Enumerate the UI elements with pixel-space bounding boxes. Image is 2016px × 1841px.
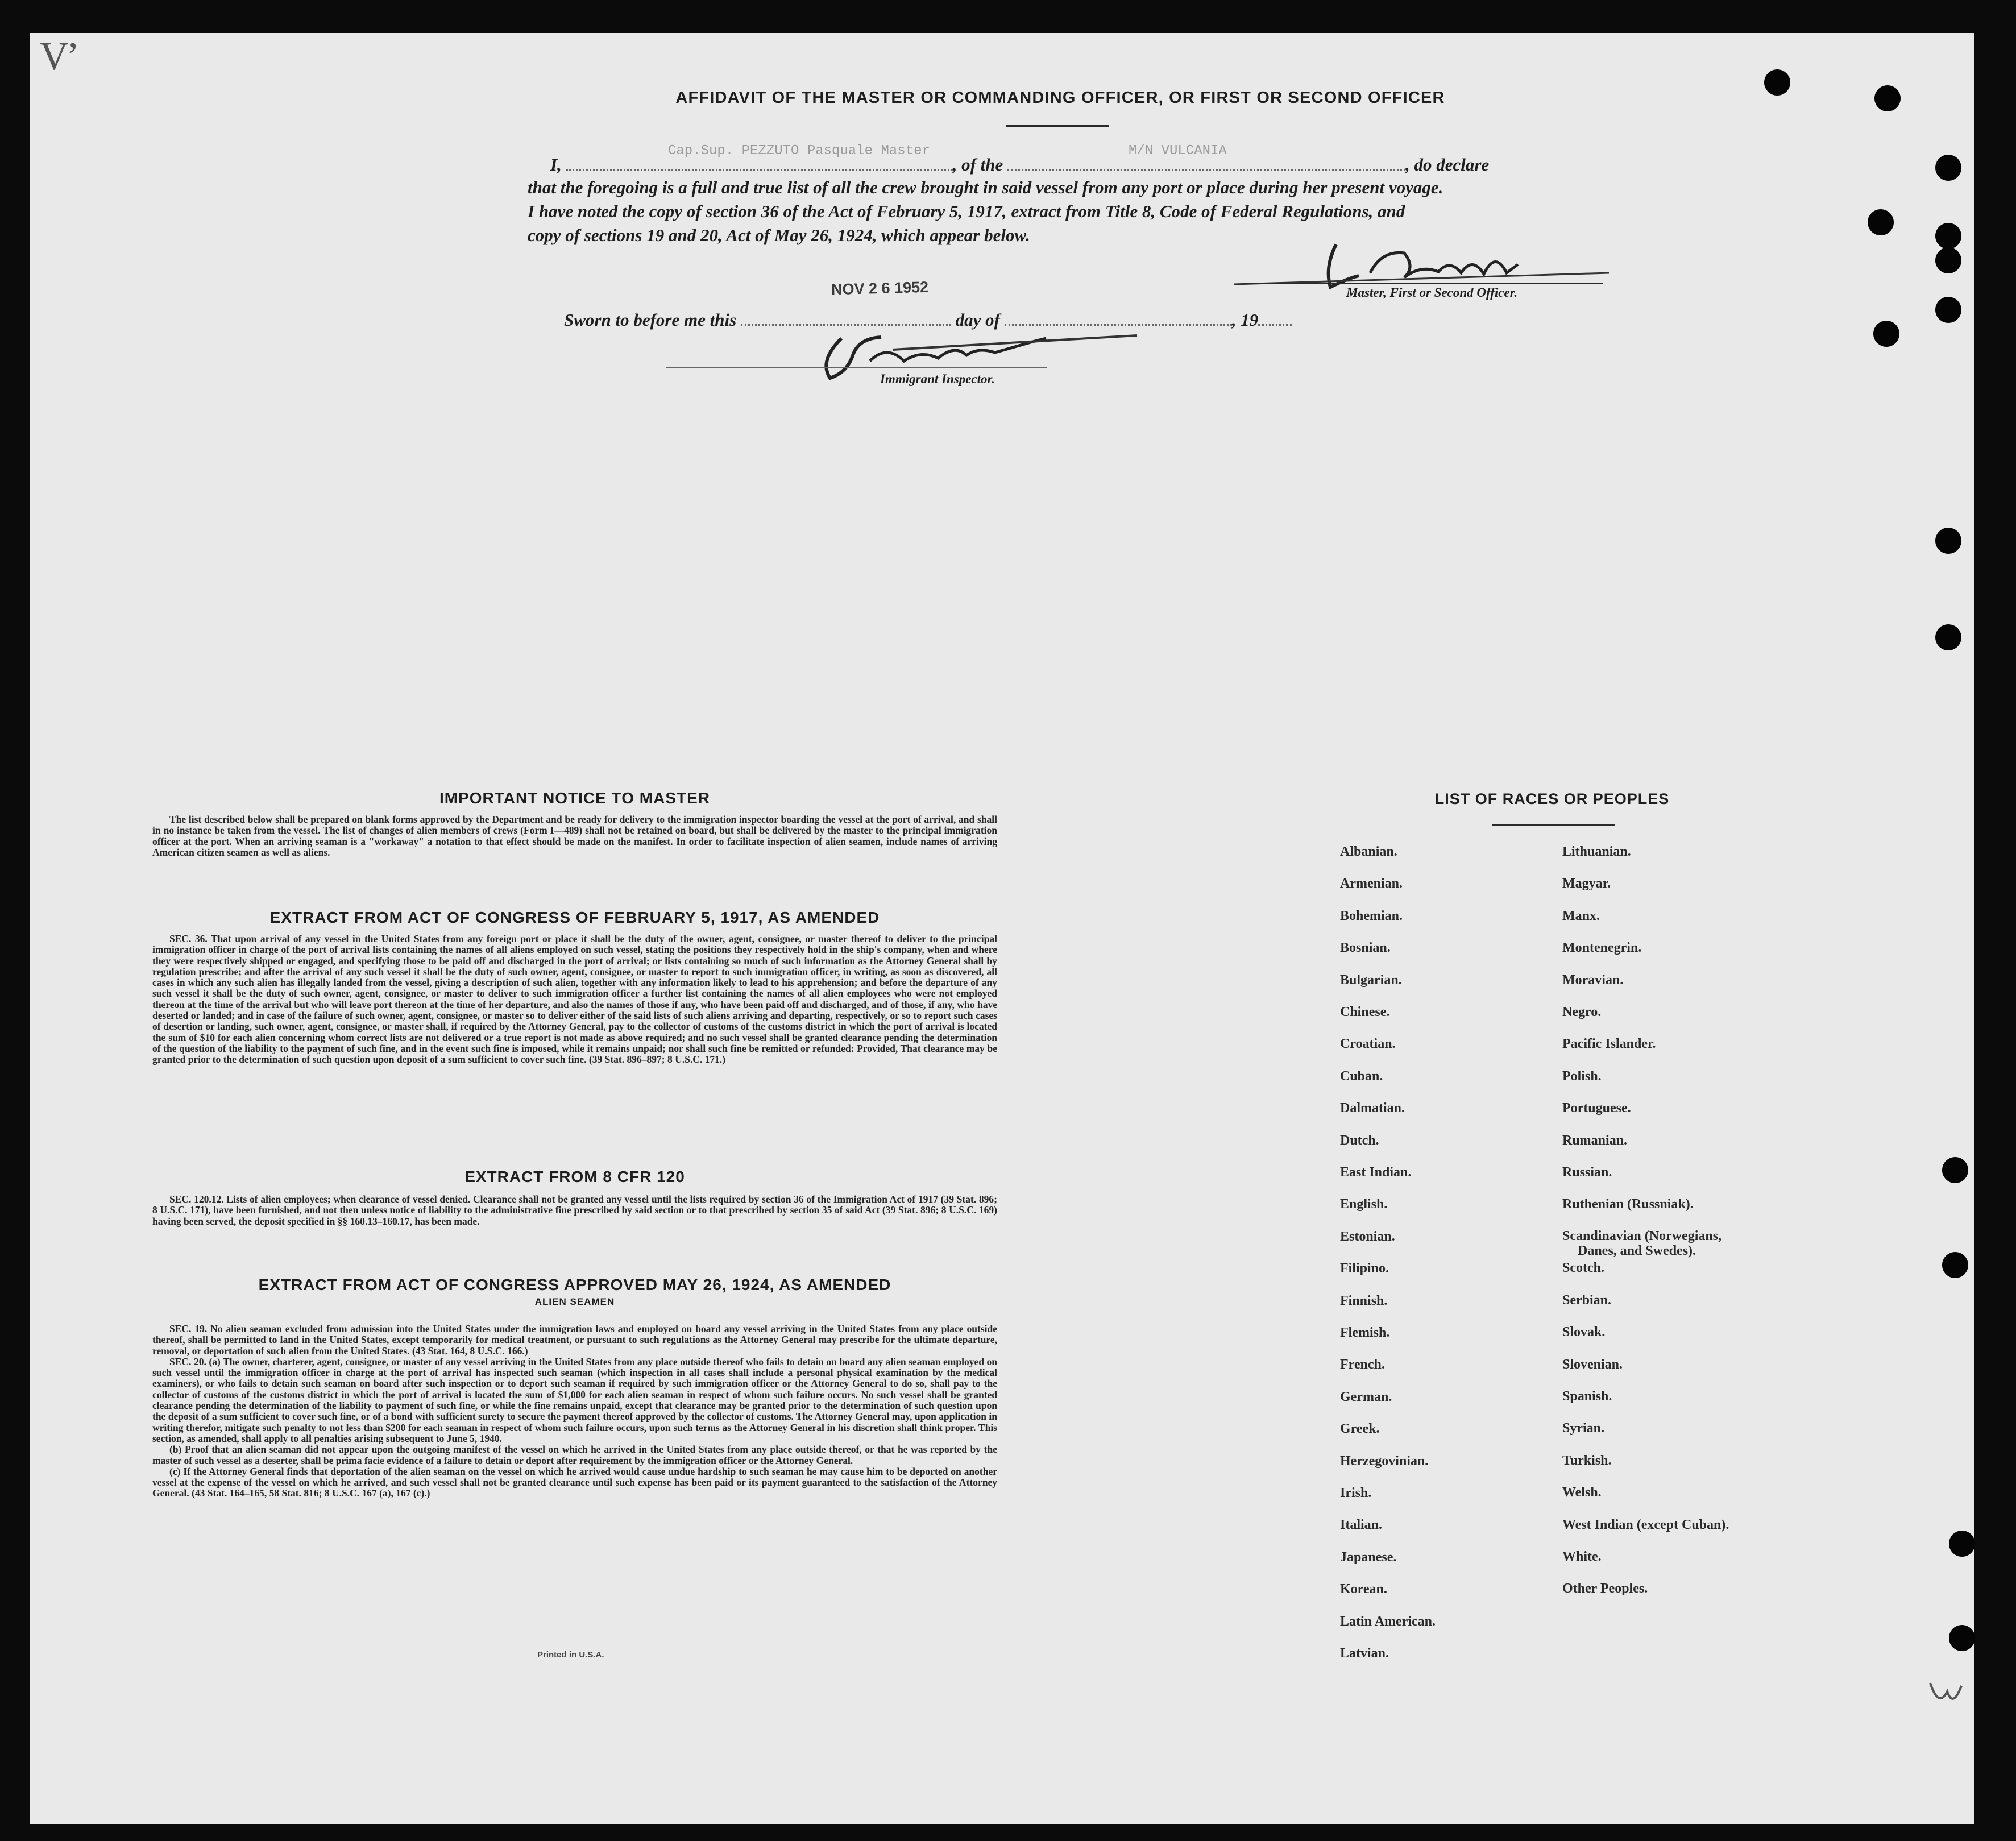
section-20c-paragraph: (c) If the Attorney General finds that deportation of the alien seaman on the vessel on which he arrived would cause undue hardship to such seaman he may cause him to be deported on another vessel at the expense of the vessel on which he arrived, and such vessel shall not be granted clearance until such expense has been paid or its payment guaranteed to the satisfaction of the Attorney General. (43 Stat. 164–165, 58 Stat. 816; 8 U.S.C. 167 (a), 167 (c).) [152,1465,997,1499]
section-120-12-paragraph: SEC. 120.12. Lists of alien employees; when clearance of vessel denied. Clearance shall not be granted any vessel until the lists required by section 36 of the Immigration Act of 1917 (39 Stat. 896; 8 U.S.C. 171), have been furnished, and not then unless notice of liability to the administrative fine prescribed by said section or to that prescribed by section 35 of said Act (39 Stat. 896; 8 U.S.C. 169) having been served, the deposit specified in §§ 160.13–160.17, has been made. [152,1193,997,1227]
race-item: Syrian. [1562,1421,1605,1436]
race-item: Chinese. [1340,1005,1390,1019]
sworn-label: Sworn to before me this [564,310,737,330]
race-item: Bosnian. [1340,940,1391,956]
day-of-label: day of [955,310,1000,330]
corner-mark [1927,1677,1973,1711]
race-item: Flemish. [1340,1325,1390,1340]
title-rule [1006,125,1109,127]
master-caption: Master, First or Second Officer. [1346,285,1518,300]
typed-vessel-name: M/N VULCANIA [1129,143,1227,159]
label-i: I, [550,155,562,175]
race-item: Cuban. [1340,1068,1383,1084]
punch-hole [1935,155,1961,181]
race-item: Danes, and Swedes). [1578,1243,1696,1259]
race-item: Scandinavian (Norwegians, [1562,1229,1722,1244]
race-item: Negro. [1562,1005,1602,1019]
race-item: Scotch. [1562,1260,1604,1276]
punch-hole [1942,1157,1968,1183]
race-item: Irish. [1340,1486,1372,1500]
punch-hole [1935,247,1961,273]
race-item: Moravian. [1562,972,1624,988]
race-item: East Indian. [1340,1165,1412,1180]
sworn-year-field [1258,324,1292,326]
race-item: Korean. [1340,1582,1387,1597]
race-item: Turkish. [1562,1453,1612,1468]
notice-text [152,814,997,858]
race-item: Slovak. [1562,1325,1606,1340]
section-20a-paragraph: SEC. 20. (a) The owner, charterer, agent, consignee, or master of any vessel arriving in the United States from any place outside thereof who fails to detain on board any alien seaman employed on such vessel until the immigration officer in charge at the port of arrival has inspected such seaman (which inspection in all cases shall include a personal physical examination by the medical examiners), or who fails to detain such seaman on board after such inspection or to deport such seaman if required by such immigration officer or the Attorney General to do so, shall pay to the collector of customs of the customs district in which the port of arrival is located the sum of $1,000 for each alien seaman in respect of whom such failure occurs. No such vessel shall be granted clearance pending the determination of the liability to payment of such fine, or while the fine remains unpaid, except that clearance may be granted prior to the determination of such question upon the deposit of a sum sufficient to cover such fine, or of a bond with sufficient surety to secure the payment thereof approved by the collector of customs. The Attorney General may, upon application in writing therefor, mitigate such penalty to not less than $200 for each seaman in respect of whom such failure occurs, upon such terms as the Attorney General in his discretion shall think proper. This section, as amended, shall apply to all penalties arising subsequent to June 5, 1940. [152,1355,997,1444]
notice-title: IMPORTANT NOTICE TO MASTER [439,789,711,807]
race-item: West Indian (except Cuban). [1562,1517,1729,1532]
race-item: Filipino. [1340,1261,1389,1276]
extract-1917-text [152,934,997,1065]
extract-cfr-title: EXTRACT FROM 8 CFR 120 [464,1168,685,1185]
race-item: Spanish. [1562,1389,1612,1404]
extract-1917-title: EXTRACT FROM ACT OF CONGRESS OF FEBRUARY 5, 1917, AS AMENDED [269,909,880,926]
race-item: Albanian. [1340,844,1397,859]
race-item: Bulgarian. [1340,972,1402,988]
punch-hole [1874,85,1901,111]
master-name-field [566,169,953,171]
punch-hole [1873,321,1899,347]
race-item: Latin American. [1340,1614,1436,1629]
race-item: French. [1340,1357,1385,1373]
race-item: Italian. [1340,1517,1383,1533]
races-title-rule [1492,824,1615,826]
document-page [30,33,1974,1824]
race-item: Armenian. [1340,876,1403,892]
race-item: Ruthenian (Russniak). [1562,1197,1694,1212]
alien-seamen-subtitle: ALIEN SEAMEN [534,1296,615,1307]
affidavit-title: AFFIDAVIT OF THE MASTER OR COMMANDING OFFICER, OR FIRST OR SECOND OFFICER [675,89,1445,107]
punch-hole [1949,1531,1975,1557]
punch-hole [1935,223,1961,249]
race-item: Japanese. [1340,1549,1397,1565]
race-item: Pacific Islander. [1562,1036,1656,1052]
race-item: White. [1562,1549,1602,1564]
race-item: Serbian. [1562,1292,1612,1308]
signature-line [1245,283,1603,284]
race-item: Lithuanian. [1562,844,1631,859]
race-item: Polish. [1562,1068,1602,1084]
race-item: Montenegrin. [1562,940,1642,956]
race-item: Russian. [1562,1165,1612,1180]
race-item: Portuguese. [1562,1101,1631,1116]
date-stamp: NOV 2 6 1952 [831,278,929,298]
races-title: LIST OF RACES OR PEOPLES [1434,790,1670,807]
extract-1924-title: EXTRACT FROM ACT OF CONGRESS APPROVED MAY 26, 1924, AS AMENDED [258,1276,891,1293]
punch-hole [1935,624,1961,650]
race-item: Slovenian. [1562,1357,1623,1372]
race-item: Latvian. [1340,1646,1389,1661]
affidavit-line-4: copy of sections 19 and 20, Act of May 26, 1924, which appear below. [528,225,1030,245]
race-item: Finnish. [1340,1293,1388,1308]
label-do-declare: , do declare [1405,155,1490,175]
punch-hole [1935,528,1961,554]
punch-hole [1935,297,1961,323]
race-item: English. [1340,1197,1388,1212]
section-19-paragraph: SEC. 19. No alien seaman excluded from admission into the United States under the immigration laws and employed on board any vessel arriving in the United States from any place outside thereof, shall be permitted to land in the United States, except temporarily for medical treatment, or pursuant to such regulations as the Attorney General may prescribe for the ultimate departure, removal, or deportation of such alien from the United States. (43 Stat. 164, 8 U.S.C. 166.) [152,1323,997,1357]
punch-hole [1764,69,1790,96]
punch-hole [1868,209,1894,235]
affidavit-line-3: I have noted the copy of section 36 of the Act of February 5, 1917, extract from Title 8, Code of Federal Regulations, and [528,201,1405,221]
vessel-name-field [1007,169,1405,171]
notice-paragraph: The list described below shall be prepared on blank forms approved by the Department and be ready for delivery to the immigration inspector boarding the vessel at the port of arrival, and shall in no instance be taken from the vessel. The list of changes of alien members of crews (Form I—489) shall not be retained on board, but shall be delivered by the master to the principal immigration officer at the port. When an arriving seaman is a "workaway" a notation to that effect should be made on the manifest. In order to facilitate inspection of alien seamen, include names of arriving American citizen seamen as well as aliens. [152,814,997,858]
affidavit-line-2: that the foregoing is a full and true list of all the crew brought in said vessel from any port or place during her present voyage. [528,177,1443,197]
typed-master-name: Cap.Sup. PEZZUTO Pasquale Master [668,143,930,159]
extract-cfr-text [152,1194,997,1227]
race-item: Rumanian. [1562,1133,1628,1148]
race-item: Greek. [1340,1421,1380,1437]
inspector-caption: Immigrant Inspector. [880,372,995,386]
race-item: Croatian. [1340,1036,1396,1052]
race-item: Dalmatian. [1340,1101,1405,1116]
race-item: Manx. [1562,908,1600,923]
race-item: Bohemian. [1340,908,1403,923]
section-20b-paragraph: (b) Proof that an alien seaman did not appear upon the outgoing manifest of the vessel on which he arrived in the United States from any place outside thereof, or that he was reported by the master of such vessel as a deserter, shall be prima facie evidence of a failure to detain or deport after requirement by the immigration officer or the Attorney General. [152,1444,997,1466]
race-item: Welsh. [1562,1485,1602,1500]
race-item: Estonian. [1340,1229,1395,1244]
extract-1924-text [152,1324,997,1499]
margin-mark: Vʼ [40,35,77,78]
race-item: Herzegovinian. [1340,1453,1429,1469]
printed-in-usa: Printed in U.S.A. [537,1650,604,1660]
race-item: Dutch. [1340,1133,1379,1148]
inspector-signature-line [666,367,1047,368]
punch-hole [1942,1252,1968,1278]
punch-hole [1949,1625,1975,1651]
section-36-paragraph: SEC. 36. That upon arrival of any vessel in the United States from any foreign port or place it shall be the duty of the owner, agent, consignee, or master thereof to deliver to the principal immigration officer in charge of the port of arrival lists containing the names of all aliens employed on such vessel, stating the positions they respectively hold in the ship's company, when and where they were respectively shipped or engaged, and specifying those to be paid off and discharged in the port of arrival; or lists containing so much of such information as the Attorney General shall by regulation prescribe; and after the arrival of any such vessel it shall be the duty of such owner, agent, consignee, or master to report to such immigration officer, in writing, as soon as discovered, all cases in which any such alien has illegally landed from the vessel, giving a description of such alien, together with any information likely to lead to his apprehension; and before the departure of any such vessel it shall be the duty of such owner, agent, consignee, or master to deliver to such immigration officer a further list containing the names of all alien employees who were not employed thereon at the time of the arrival but who will leave port thereon at the time of her departure, and also the names of those if any, who have been paid off and discharged, and of those, if any, who have deserted or landed; and in case of the failure of such owner, agent, consignee, or master so to deliver either of the said lists of such aliens arriving and departing, respectively, or so to report such cases of desertion or landing, such owner, agent, consignee, or master shall, if required by the Attorney General, pay to the collector of customs of the customs district in which the port of arrival is located the sum of $10 for each alien concerning whom correct lists are not delivered or a true report is not made as above required; and no such vessel shall be granted clearance pending the determination of the question of the liability to the payment of such fine, and in the event such fine is imposed, while it remains unpaid; nor shall such fine be remitted or refunded: Provided, That clearance may be granted prior to the determination of such question upon deposit of a sum sufficient to cover such fine. (39 Stat. 896–897; 8 U.S.C. 171.) [152,933,997,1065]
race-item: Magyar. [1562,876,1611,892]
race-item: Other Peoples. [1562,1581,1648,1597]
label-of-the: , of the [952,155,1003,175]
year-prefix: , 19 [1231,310,1259,330]
race-item: German. [1340,1389,1392,1404]
